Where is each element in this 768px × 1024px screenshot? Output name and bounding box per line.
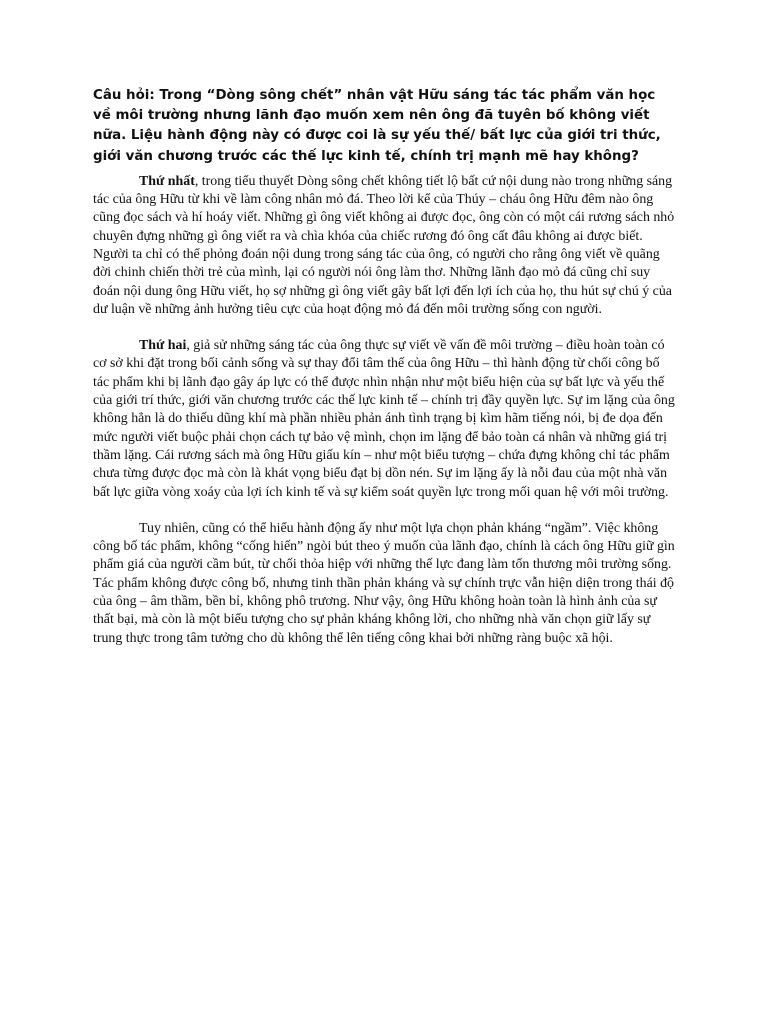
- paragraph-second-text: , giả sử những sáng tác của ông thực sự viết về vấn đề môi trường – điều hoàn toàn có cơ sở khi đặt trong bối cảnh sống và sự thay đổi tâm thế của ông Hữu – thì hành động từ chối công bố tác phẩm khi bị lãnh đạo gây áp lực có thể được nhìn nhận như một biểu hiện của sự bất lực và yếu thế của giới trí thức, giới văn chương trước các thế lực kinh tế – chính trị đầy quyền lực. Sự im lặng của ông không hẳn là do thiếu dũng khí mà phần nhiều phản ánh tình trạng bị kìm hãm tiếng nói, bị đe dọa đến mức người viết buộc phải chọn cách tự bảo vệ mình, chọn im lặng để bảo toàn cá nhân và những giá trị thầm lặng. Cái rương sách mà ông Hữu giấu kín – như một biểu tượng – chứa đựng không chỉ tác phẩm chưa từng được đọc mà còn là khát vọng biểu đạt bị dồn nén. Sự im lặng ấy là nỗi đau của một nhà văn bất lực giữa vòng xoáy của lợi ích kinh tế và sự kiểm soát quyền lực trong mối quan hệ với môi trường.: [93, 338, 675, 500]
- paragraph-second-lead: Thứ hai: [139, 338, 187, 354]
- paragraph-first-lead: Thứ nhất: [139, 173, 195, 189]
- paragraph-first-text: , trong tiểu thuyết Dòng sông chết không tiết lộ bất cứ nội dung nào trong những sáng tác của ông Hữu từ khi về làm công nhân mỏ đá. Theo lời kể của Thúy – cháu ông Hữu đêm nào ông cũng đọc sách và hí hoáy viết. Những gì ông viết không ai được đọc, ông còn có một cái rương sách nhỏ chuyên đựng những gì ông viết ra và chìa khóa của chiếc rương đó ông cất đâu không ai được biết. Người ta chỉ có thể phỏng đoán nội dung trong sáng tác của ông, có người cho rằng ông viết về quãng đời chinh chiến thời trẻ của mình, lại có người nói ông làm thơ. Những lãnh đạo mỏ đá cũng chỉ suy đoán nội dung ông Hữu viết, họ sợ những gì ông viết gây bất lợi đến lợi ích của họ, thu hút sự chú ý của dư luận về những ảnh hưởng tiêu cực của hoạt động mỏ đá đến môi trường sống con người.: [93, 173, 675, 317]
- paragraph-third: [93, 520, 677, 648]
- document-page: [93, 86, 677, 666]
- paragraph-first: [93, 173, 677, 319]
- paragraph-third-text: Tuy nhiên, cũng có thể hiểu hành động ấy như một lựa chọn phản kháng “ngầm”. Việc không công bố tác phẩm, không “cống hiến” ngòi bút theo ý muốn của lãnh đạo, chính là cách ông Hữu giữ gìn phẩm giá của người cầm bút, từ chối thỏa hiệp với những thế lực đang làm tổn thương môi trường sống. Tác phẩm không được công bố, nhưng tinh thần phản kháng và sự chính trực vẫn hiện diện trong thái độ của ông – âm thầm, bền bỉ, không phô trương. Như vậy, ông Hữu không hoàn toàn là hình ảnh của sự thất bại, mà còn là một biểu tượng cho sự phản kháng không lời, cho những nhà văn chọn giữ lấy sự trung thực trong tâm tưởng cho dù không thể lên tiếng công khai bởi những ràng buộc xã hội.: [93, 520, 675, 646]
- paragraph-second: [93, 337, 677, 502]
- question-heading: Câu hỏi: Trong “Dòng sông chết” nhân vật Hữu sáng tác tác phẩm văn học về môi trường nhưng lãnh đạo muốn xem nên ông đã tuyên bố không viết nữa. Liệu hành động này có được coi là sự yếu thế/ bất lực của giới tri thức, giới văn chương trước các thế lực kinh tế, chính trị mạnh mẽ hay không?: [93, 88, 661, 164]
